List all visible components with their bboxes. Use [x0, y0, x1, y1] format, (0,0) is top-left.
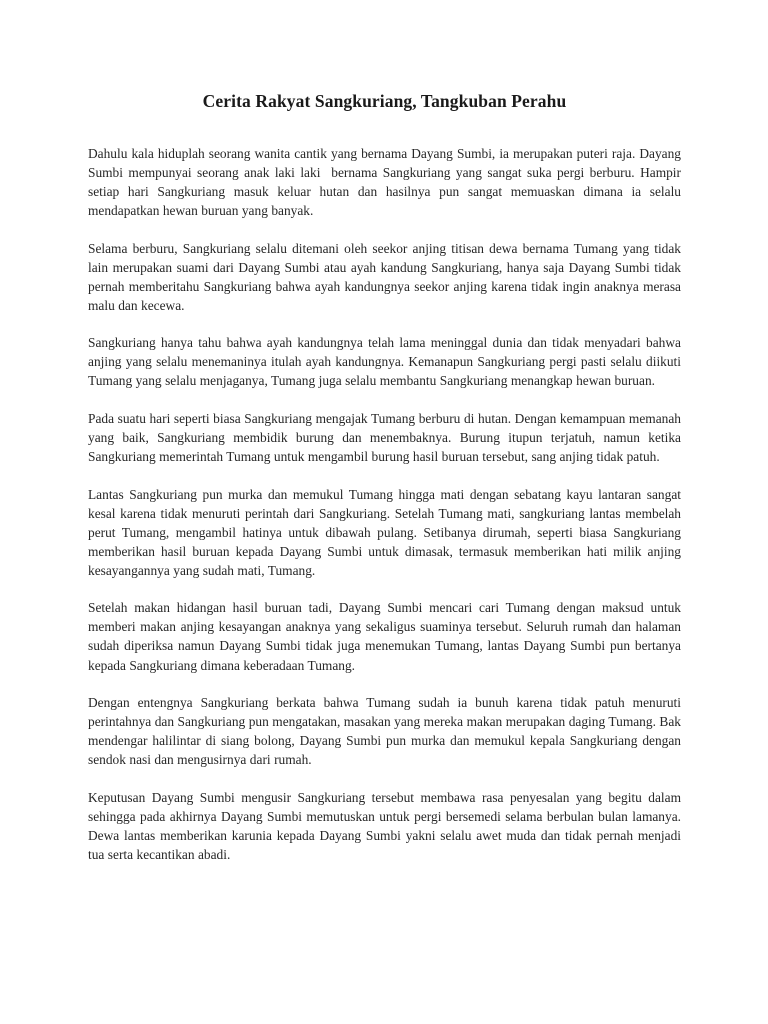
paragraph: Dengan entengnya Sangkuriang berkata bahwa Tumang sudah ia bunuh karena tidak patuh menuruti perintahnya dan Sangkuriang pun mengatakan, masakan yang mereka makan merupakan daging Tumang. Bak mendengar halilintar di siang bolong, Dayang Sumbi pun murka dan memukul kepala Sangkuriang dengan sendok nasi dan mengusirnya dari rumah.	[88, 695, 685, 768]
page-title: Cerita Rakyat Sangkuriang, Tangkuban Perahu	[202, 91, 567, 111]
paragraph: Setelah makan hidangan hasil buruan tadi, Dayang Sumbi mencari cari Tumang dengan maksud untuk memberi makan anjing kesayangan anaknya yang sekaligus suaminya tersebut. Seluruh rumah dan halaman sudah diperiksa namun Dayang Sumbi tidak juga menemukan Tumang, lantas Dayang Sumbi pun bertanya kepada Sangkuriang dimana keberadaan Tumang.	[88, 600, 685, 673]
paragraph: Dahulu kala hiduplah seorang wanita cantik yang bernama Dayang Sumbi, ia merupakan puteri raja. Dayang Sumbi mempunyai seorang anak laki laki bernama Sangkuriang yang sangat suka pergi berburu. Hampir setiap hari Sangkuriang masuk keluar hutan dan hasilnya pun sangat memuaskan dimana ia selalu mendapatkan hewan buruan yang banyak.	[88, 146, 685, 219]
paragraph: Selama berburu, Sangkuriang selalu ditemani oleh seekor anjing titisan dewa bernama Tumang yang tidak lain merupakan suami dari Dayang Sumbi atau ayah kandung Sangkuriang, hanya saja Dayang Sumbi tidak pernah memberitahu Sangkuriang bahwa ayah kandungnya seekor anjing karena tidak ingin anaknya merasa malu dan kecewa.	[88, 240, 685, 313]
document-body	[88, 0, 685, 864]
paragraph: Keputusan Dayang Sumbi mengusir Sangkuriang tersebut membawa rasa penyesalan yang begitu dalam sehingga pada akhirnya Dayang Sumbi memutuskan untuk pergi bersemedi selama berbulan bulan lamanya. Dewa lantas memberikan karunia kepada Dayang Sumbi yakni selalu awet muda dan tidak pernah menjadi tua serta kecantikan abadi.	[88, 789, 685, 862]
paragraph: Pada suatu hari seperti biasa Sangkuriang mengajak Tumang berburu di hutan. Dengan kemampuan memanah yang baik, Sangkuriang membidik burung dan menembaknya. Burung itupun terjatuh, namun ketika Sangkuriang memerintah Tumang untuk mengambil burung hasil buruan tersebut, sang anjing tidak patuh.	[88, 411, 685, 465]
document-paragraphs	[88, 144, 685, 864]
paragraph: Sangkuriang hanya tahu bahwa ayah kandungnya telah lama meninggal dunia dan tidak menyadari bahwa anjing yang selalu menemaninya itulah ayah kandungnya. Kemanapun Sangkuriang pergi pasti selalu diikuti Tumang yang selalu menjaganya, Tumang juga selalu membantu Sangkuriang menangkap hewan buruan.	[88, 335, 685, 389]
paragraph: Lantas Sangkuriang pun murka dan memukul Tumang hingga mati dengan sebatang kayu lantaran sangat kesal karena tidak menuruti perintah dari Sangkuriang. Setelah Tumang mati, sangkuriang lantas membelah perut Tumang, mengambil hatinya untuk dibawah pulang. Setibanya dirumah, seperti biasa Sangkuriang memberikan hasil buruan kepada Dayang Sumbi untuk dimasak, termasuk memberikan hati milik anjing kesayangannya yang sudah mati, Tumang.	[88, 486, 685, 578]
